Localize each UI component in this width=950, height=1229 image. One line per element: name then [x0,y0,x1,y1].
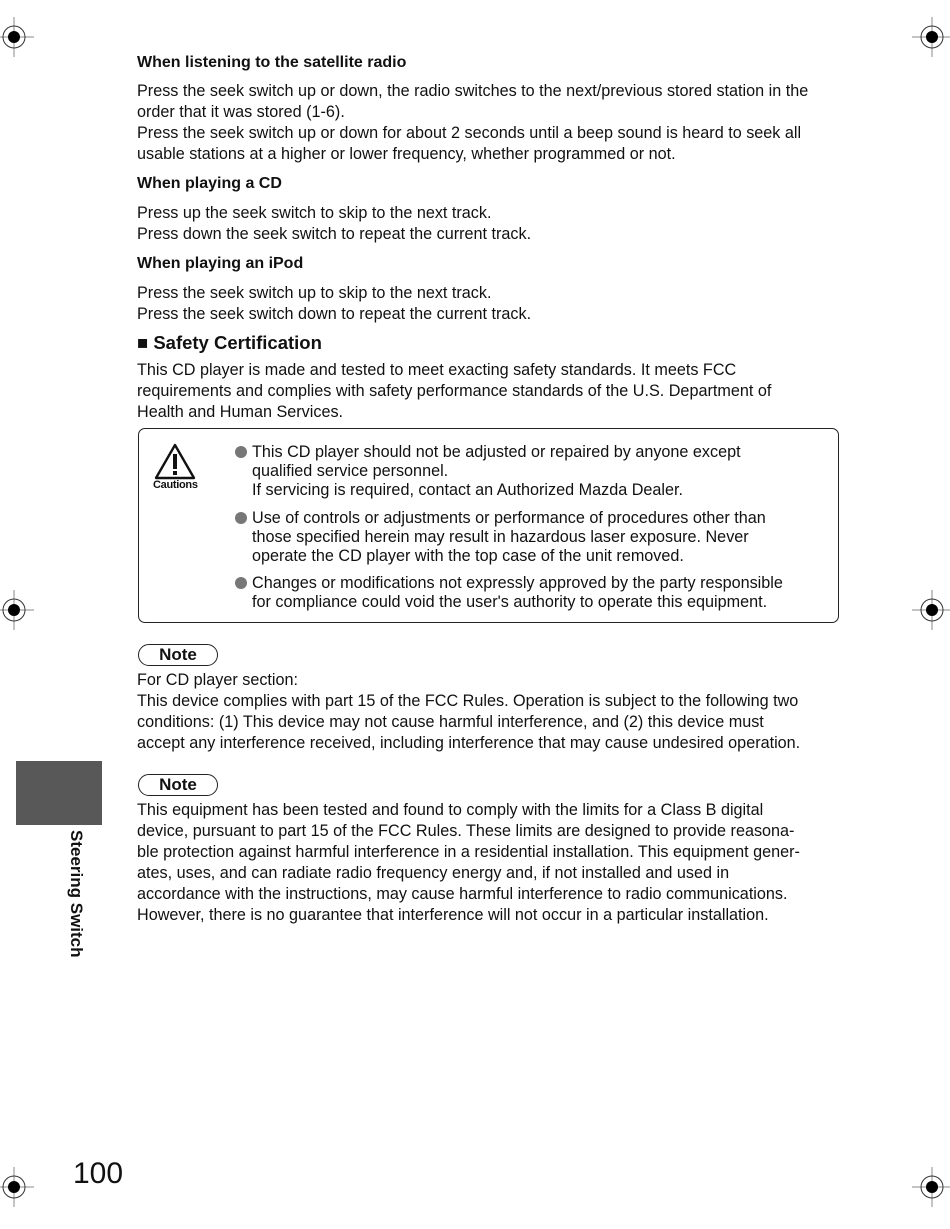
body-text-line: Press down the seek switch to repeat the current track. [137,225,532,243]
section-heading: When listening to the satellite radio [137,54,407,71]
body-text-line: accordance with the instructions, may cause harmful interference to radio communications. [137,885,788,903]
registration-mark-icon [912,17,950,57]
body-text-line: order that it was stored (1-6). [137,103,345,121]
body-text-line: Press the seek switch down to repeat the current track. [137,305,532,323]
body-text-line: Press the seek switch up to skip to the next track. [137,284,492,302]
body-text-line: For CD player section: [137,671,299,689]
section-tab-label: Steering Switch [67,830,86,958]
caution-text-line: Use of controls or adjustments or performance of procedures other than [252,508,766,529]
body-text-line: Press up the seek switch to skip to the next track. [137,204,492,222]
page-number: 100 [73,1157,124,1190]
body-text-line: Press the seek switch up or down for about 2 seconds until a beep sound is heard to seek all [137,124,802,142]
note-badge: Note [138,644,218,666]
note-badge: Note [138,774,218,796]
body-text-line: accept any interference received, including interference that may cause undesired operation. [137,734,801,752]
registration-mark-icon [0,1167,34,1207]
caution-text-line: qualified service personnel. [252,462,449,480]
body-text-line: usable stations at a higher or lower frequency, whether programmed or not. [137,145,676,163]
caution-text-line: Changes or modifications not expressly approved by the party responsible [252,573,783,594]
registration-mark-icon [0,590,34,630]
body-text-line: Health and Human Services. [137,403,344,421]
warning-triangle-icon [153,443,197,481]
body-text-line: device, pursuant to part 15 of the FCC Rules. These limits are designed to provide reasona- [137,822,795,840]
caution-text-line: those specified herein may result in hazardous laser exposure. Never [252,528,749,546]
body-text-line: However, there is no guarantee that interference will not occur in a particular installation. [137,906,769,924]
caution-box [138,428,839,623]
caution-text-line: operate the CD player with the top case of the unit removed. [252,547,684,565]
body-text-line: This CD player is made and tested to meet exacting safety standards. It meets FCC [137,361,737,379]
caution-text-line: If servicing is required, contact an Authorized Mazda Dealer. [252,481,683,499]
body-text-line: requirements and complies with safety performance standards of the U.S. Department of [137,382,772,400]
body-text-line: Press the seek switch up or down, the radio switches to the next/previous stored station in the [137,82,809,100]
body-text-line: This device complies with part 15 of the FCC Rules. Operation is subject to the following two [137,692,799,710]
registration-mark-icon [912,590,950,630]
body-text-line: ble protection against harmful interference in a residential installation. This equipment gener- [137,843,800,861]
caution-text-line: This CD player should not be adjusted or repaired by anyone except [252,442,741,463]
body-text-line: This equipment has been tested and found to comply with the limits for a Class B digital [137,801,764,819]
safety-heading: ■ Safety Certification [137,332,322,353]
section-heading: When playing an iPod [137,255,304,272]
body-text-line: conditions: (1) This device may not cause harmful interference, and (2) this device must [137,713,764,731]
cautions-label: Cautions [153,479,198,491]
section-tab [16,761,102,825]
registration-mark-icon [0,17,34,57]
body-text-line: ates, uses, and can radiate radio frequency energy and, if not installed and used in [137,864,730,882]
section-heading: When playing a CD [137,175,282,192]
registration-mark-icon [912,1167,950,1207]
caution-text-line: for compliance could void the user's authority to operate this equipment. [252,593,768,611]
